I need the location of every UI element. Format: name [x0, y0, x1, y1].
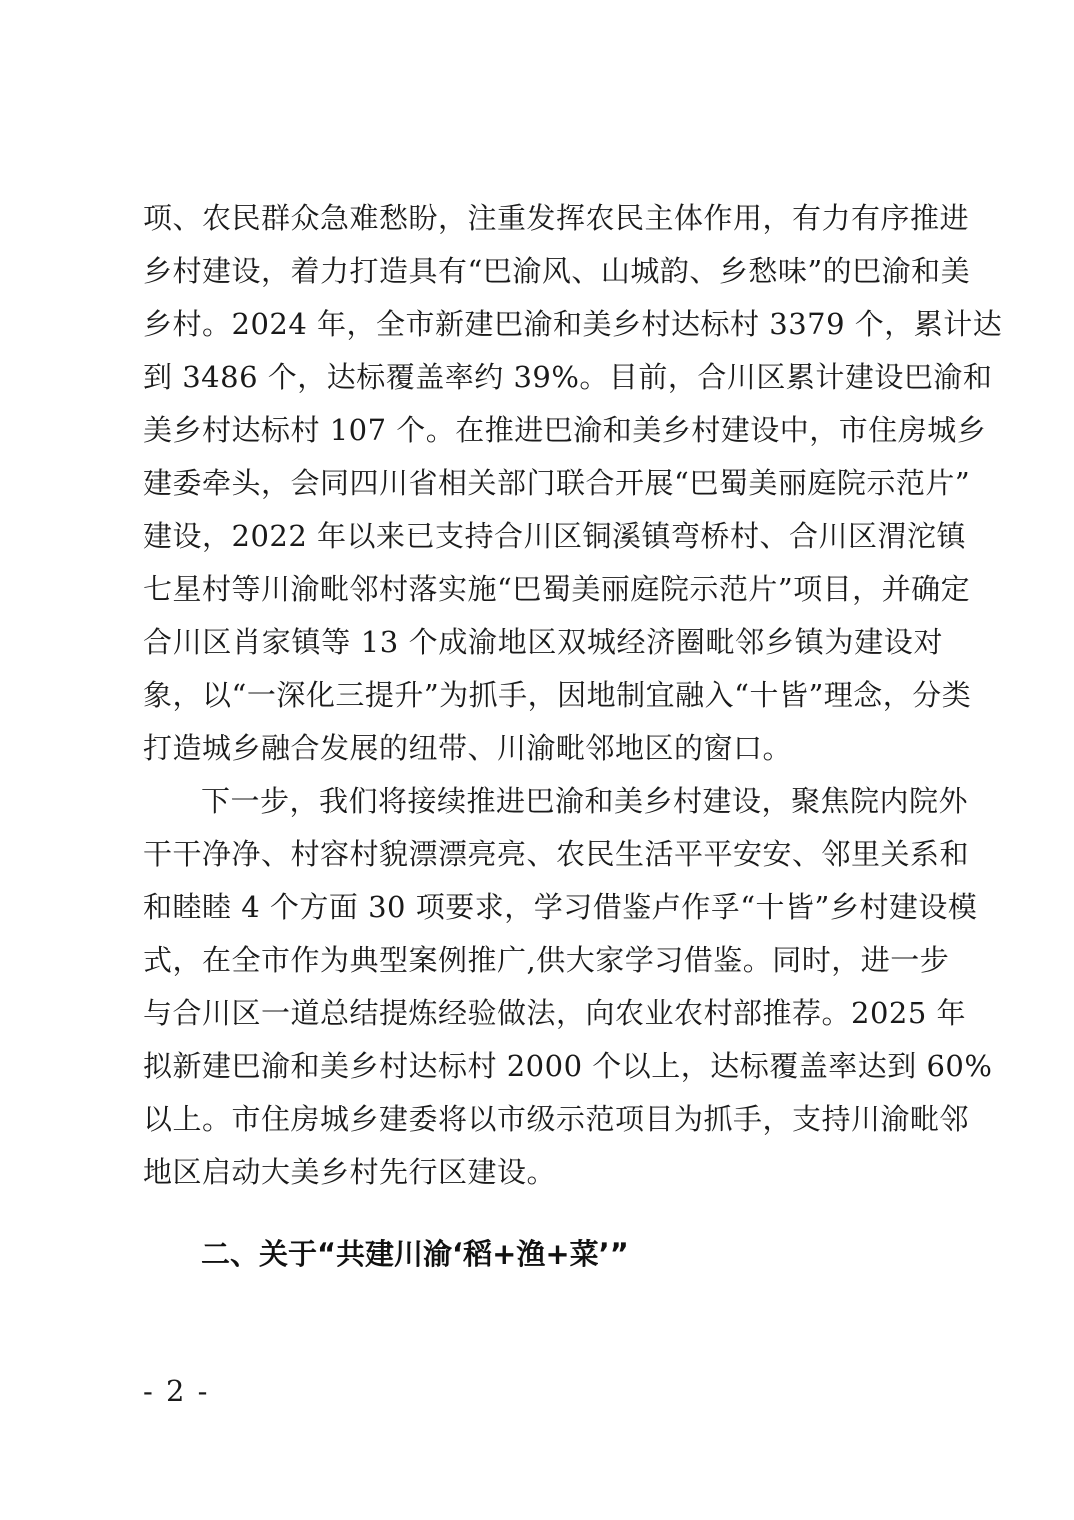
- paragraph-1-line: 合川区肖家镇等 13 个成渝地区双城经济圈毗邻乡镇为建设对: [143, 625, 943, 659]
- page-number: - 2 -: [143, 1374, 210, 1408]
- paragraph-1-line: 象，以“一深化三提升”为抓手，因地制宜融入“十皆”理念，分类: [143, 678, 972, 712]
- paragraph-1-line: 建委牵头，会同四川省相关部门联合开展“巴蜀美丽庭院示范片”: [143, 466, 971, 500]
- paragraph-2-line: 干干净净、村容村貌漂漂亮亮、农民生活平平安安、邻里关系和: [143, 837, 970, 871]
- paragraph-2-line: 地区启动大美乡村先行区建设。: [143, 1155, 557, 1189]
- paragraph-1-line: 乡村。2024 年，全市新建巴渝和美乡村达标村 3379 个，累计达: [143, 307, 1003, 341]
- paragraph-1-line: 打造城乡融合发展的纽带、川渝毗邻地区的窗口。: [143, 731, 793, 765]
- paragraph-2-line: 式，在全市作为典型案例推广,供大家学习借鉴。同时，进一步: [143, 943, 950, 977]
- paragraph-1-line: 七星村等川渝毗邻村落实施“巴蜀美丽庭院示范片”项目，并确定: [143, 572, 971, 606]
- paragraph-2-line: 以上。市住房城乡建委将以市级示范项目为抓手，支持川渝毗邻: [143, 1102, 970, 1136]
- paragraph-1-line: 美乡村达标村 107 个。在推进巴渝和美乡村建设中，市住房城乡: [143, 413, 987, 447]
- paragraph-1-line: 建设，2022 年以来已支持合川区铜溪镇弯桥村、合川区渭沱镇: [143, 519, 967, 553]
- paragraph-1-line: 项、农民群众急难愁盼，注重发挥农民主体作用，有力有序推进: [143, 201, 970, 235]
- section-heading: 二、关于“共建川渝‘稻+渔+菜’”: [201, 1237, 629, 1271]
- paragraph-2-line: 和睦睦 4 个方面 30 项要求，学习借鉴卢作孚“十皆”乡村建设模: [143, 890, 978, 924]
- paragraph-2-line: 与合川区一道总结提炼经验做法，向农业农村部推荐。2025 年: [143, 996, 967, 1030]
- paragraph-1-line: 到 3486 个，达标覆盖率约 39%。目前，合川区累计建设巴渝和: [143, 360, 993, 394]
- body-text: [143, 192, 1003, 1199]
- paragraph-1-line: 乡村建设，着力打造具有“巴渝风、山城韵、乡愁味”的巴渝和美: [143, 254, 971, 288]
- paragraph-2-line: 下一步，我们将接续推进巴渝和美乡村建设，聚焦院内院外: [201, 784, 969, 818]
- paragraph-2-line: 拟新建巴渝和美乡村达标村 2000 个以上，达标覆盖率达到 60%: [143, 1049, 993, 1083]
